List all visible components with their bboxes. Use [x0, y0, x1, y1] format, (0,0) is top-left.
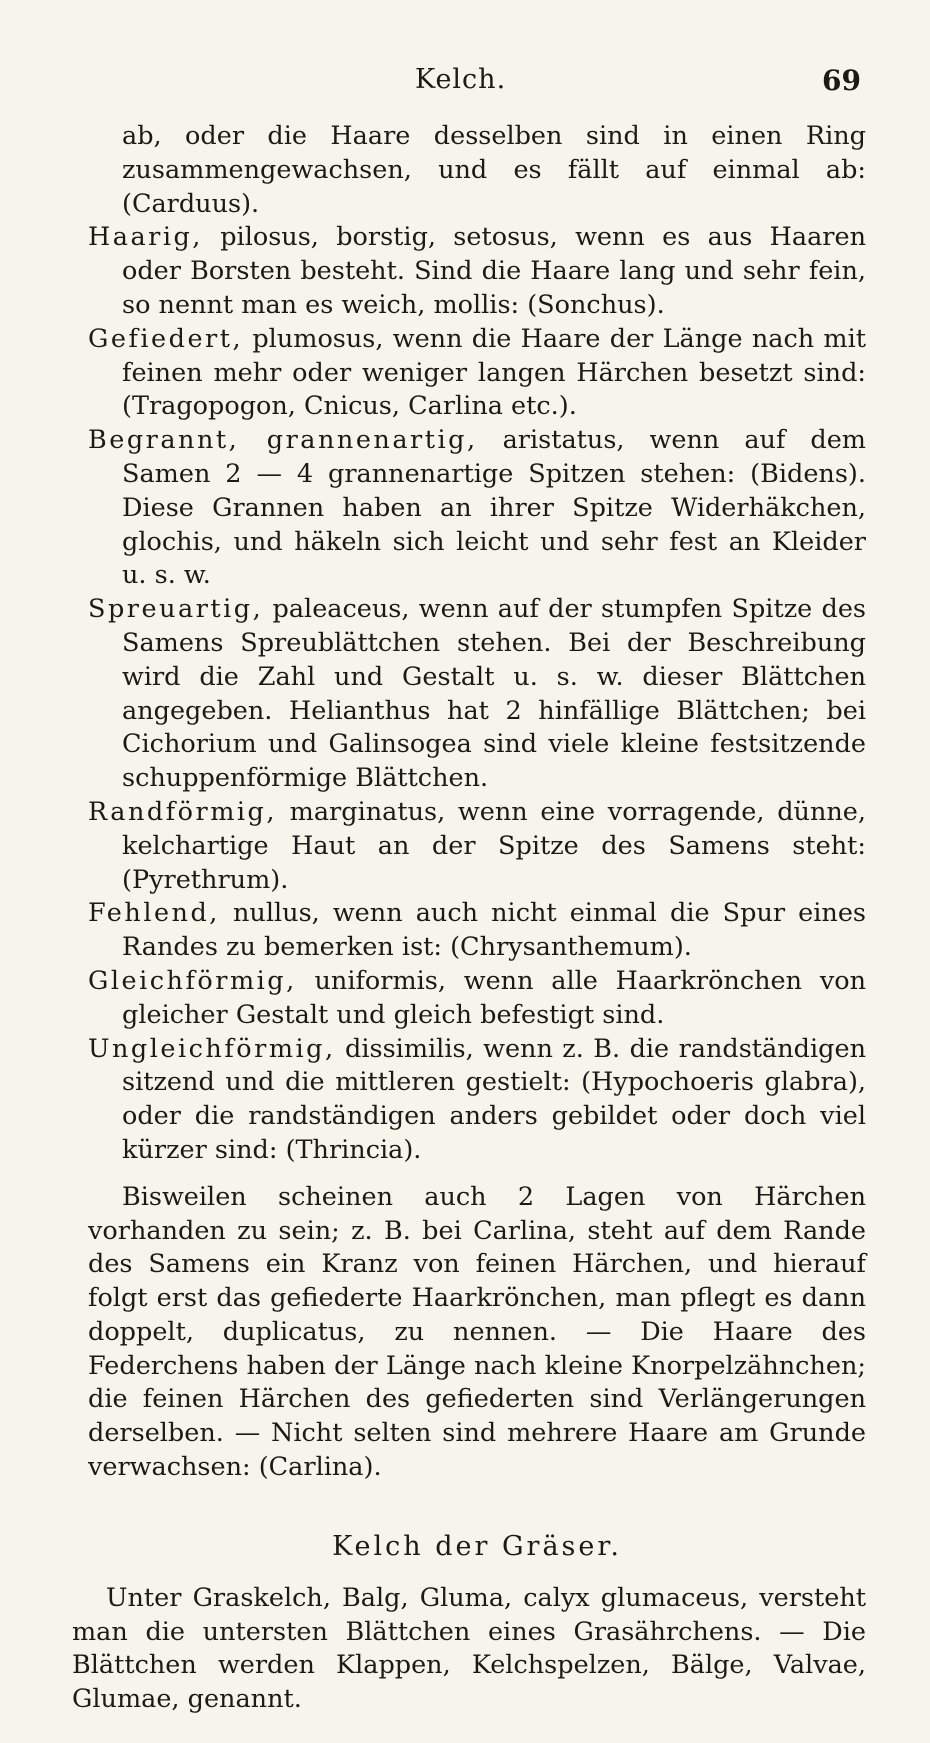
paragraph-doppelt: Bisweilen scheinen auch 2 Lagen von Härchen vorhanden zu sein; z. B. bei Carlina, steht auf dem Rande des Samens ein Kranz von feinen Härchen, und hierauf folgt erst das gefiederte Haarkrönchen, man pflegt es dann doppelt, duplicatus, zu nennen. — Die Haare des Federchens haben der Länge nach kleine Knorpelzähnchen; die feinen Härchen des gefiederten sind Verlängerungen derselben. — Nicht selten sind mehrere Haare am Grunde verwachsen: (Carlina).	[88, 1181, 866, 1483]
page-number: 69	[822, 64, 861, 97]
entry-spreuartig	[88, 593, 866, 796]
entry-gleichfoermig	[88, 965, 866, 1033]
entry-term: Ungleichförmig,	[88, 1033, 336, 1064]
paragraph-graskelch: Unter Graskelch, Balg, Gluma, calyx glumaceus, versteht man die untersten Blättchen eines Grasährchens. — Die Blättchen werden Klappen, Kelchspelzen, Bälge, Valvae, Glumae, genannt.	[72, 1582, 866, 1715]
entry-term: Fehlend,	[88, 898, 220, 929]
continuation-text: ab, oder die Haare desselben sind in einen Ring zusammengewachsen, und es fällt auf einmal ab: (Carduus).	[122, 121, 866, 219]
entry-text: marginatus, wenn eine vorragende, dünne, kelchartige Haut an der Spitze des Samens steht: (Pyrethrum).	[122, 796, 866, 895]
entry-text: dissimilis, wenn z. B. die randständigen sitzend und die mittleren gestielt: (Hypochoeris glabra), oder die randständigen anders gebildet oder doch viel kürzer sind: (Thrincia).	[122, 1033, 866, 1165]
entry-text: plumosus, wenn die Haare der Länge nach mit feinen mehr oder weniger langen Härchen besetzt sind: (Tragopogon, Cnicus, Carlina etc.).	[122, 323, 866, 422]
entry-text: paleaceus, wenn auf der stumpfen Spitze des Samens Spreublättchen stehen. Bei der Beschreibung wird die Zahl und Gestalt u. s. w. dieser Blättchen angegeben. Helianthus hat 2 hinfällige Blättchen; bei Cichorium und Galinsogea sind viele kleine festsitzende schuppenförmige Blättchen.	[122, 594, 866, 794]
entry-term: Begrannt, grannenartig,	[88, 425, 478, 456]
entry-gefiedert	[88, 323, 866, 424]
entry-term: Haarig,	[88, 222, 203, 253]
page-body	[72, 120, 866, 1743]
running-head: Kelch.	[415, 64, 507, 95]
entry-begrannt	[88, 424, 866, 593]
entry-fehlend	[88, 897, 866, 965]
entry-text: pilosus, borstig, setosus, wenn es aus Haaren oder Borsten besteht. Sind die Haare lang und sehr fein, so nennt man es weich, mollis: (Sonchus).	[122, 222, 866, 320]
page-header	[0, 64, 930, 104]
entry-term: Gleichförmig,	[88, 965, 297, 996]
section-heading: Kelch der Gräser.	[332, 1530, 622, 1562]
entry-haarig	[88, 221, 866, 322]
entry-ungleichfoermig	[88, 1033, 866, 1168]
entry-text: aristatus, wenn auf dem Samen 2 — 4 grannenartige Spitzen stehen: (Bidens). Diese Grannen haben an ihrer Spitze Widerhäkchen, glochis, und häkeln sich leicht und sehr fest an Kleider u. s. w.	[122, 425, 866, 591]
entry-term: Spreuartig,	[88, 594, 264, 625]
entry-text: nullus, wenn auch nicht einmal die Spur eines Randes zu bemerken ist: (Chrysanthemum).	[122, 898, 866, 963]
entry-term: Randförmig,	[88, 796, 277, 827]
entry-term: Gefiedert,	[88, 323, 244, 354]
entry-text: uniformis, wenn alle Haarkrönchen von gleicher Gestalt und gleich befestigt sind.	[122, 965, 866, 1030]
entry-randfoermig	[88, 796, 866, 897]
